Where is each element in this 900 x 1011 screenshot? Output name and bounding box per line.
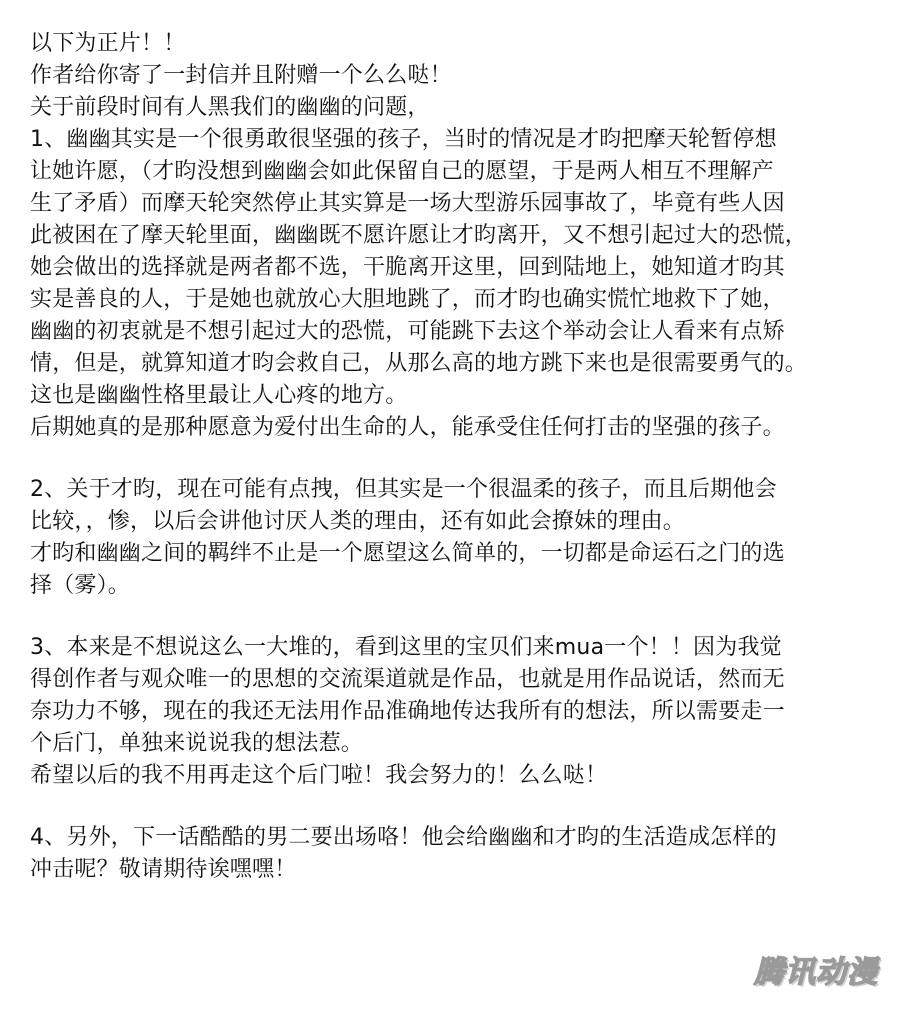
paragraph-intro — [30, 28, 875, 444]
paragraph-point-4 — [30, 822, 875, 886]
text-line: 4、另外，下一话酷酷的男二要出场咯！他会给幽幽和才昀的生活造成怎样的 — [30, 825, 777, 850]
text-line: 生了矛盾）而摩天轮突然停止其实算是一场大型游乐园事故了，毕竟有些人因 — [30, 191, 785, 216]
text-line: 此被困在了摩天轮里面，幽幽既不愿许愿让才昀离开，又不想引起过大的恐慌， — [30, 223, 808, 248]
text-line: 择（雾）。 — [30, 573, 131, 598]
text-line: 情，但是，就算知道才昀会救自己，从那么高的地方跳下来也是很需要勇气的。 — [30, 351, 808, 376]
text-line: 让她许愿，（才昀没想到幽幽会如此保留自己的愿望，于是两人相互不理解产 — [30, 159, 774, 184]
paragraph-spacer — [30, 792, 875, 822]
text-line: 2、关于才昀，现在可能有点拽，但其实是一个很温柔的孩子，而且后期他会 — [30, 477, 777, 502]
text-line: 得创作者与观众唯一的思想的交流渠道就是作品，也就是用作品说话，然而无 — [30, 667, 785, 692]
text-line: 关于前段时间有人黑我们的幽幽的问题， — [30, 95, 430, 120]
watermark-logo — [754, 947, 878, 991]
text-line: 实是善良的人，于是她也就放心大胆地跳了，而才昀也确实慌忙地救下了她， — [30, 287, 785, 312]
paragraph-spacer — [30, 444, 875, 474]
text-line: 幽幽的初衷就是不想引起过大的恐慌，可能跳下去这个举动会让人看来有点矫 — [30, 319, 785, 344]
text-line: 后期她真的是那种愿意为爱付出生命的人，能承受住任何打击的坚强的孩子。 — [30, 415, 785, 440]
text-line: 以下为正片！！ — [30, 31, 186, 56]
text-line: 3、本来是不想说这么一大堆的，看到这里的宝贝们来mua一个！！因为我觉 — [30, 635, 782, 660]
text-line: 她会做出的选择就是两者都不选，干脆离开这里，回到陆地上，她知道才昀其 — [30, 255, 785, 280]
paragraph-point-2 — [30, 474, 875, 602]
text-line: 奈功力不够，现在的我还无法用作品准确地传达我所有的想法，所以需要走一 — [30, 699, 785, 724]
paragraph-spacer — [30, 602, 875, 632]
text-line: 比较，，惨，以后会讲他讨厌人类的理由，还有如此会撩妹的理由。 — [30, 509, 686, 534]
text-line: 作者给你寄了一封信并且附赠一个么么哒！ — [30, 63, 452, 88]
text-line: 希望以后的我不用再走这个后门啦！我会努力的！么么哒！ — [30, 763, 608, 788]
text-line: 个后门，单独来说说我的想法惹。 — [30, 731, 364, 756]
paragraph-point-3 — [30, 632, 875, 792]
letter-document — [30, 28, 875, 886]
text-line: 这也是幽幽性格里最让人心疼的地方。 — [30, 383, 408, 408]
watermark-text: 腾讯动漫 — [754, 955, 878, 990]
text-line: 才昀和幽幽之间的羁绊不止是一个愿望这么简单的，一切都是命运石之门的选 — [30, 541, 785, 566]
text-line: 1、幽幽其实是一个很勇敢很坚强的孩子，当时的情况是才昀把摩天轮暂停想 — [30, 127, 777, 152]
text-line: 冲击呢？敬请期待诶嘿嘿！ — [30, 857, 297, 882]
